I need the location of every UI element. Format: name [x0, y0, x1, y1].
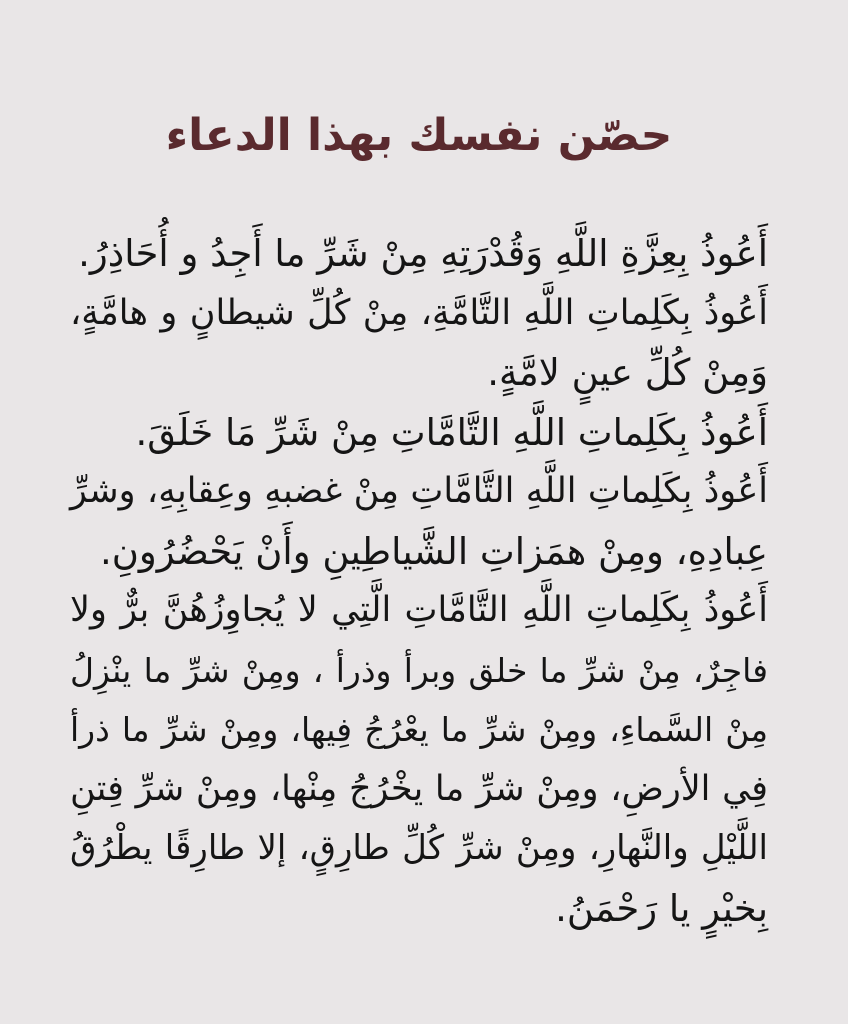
page-title: حصّن نفسك بهذا الدعاء [165, 110, 673, 161]
prayer-line: بِخيْرٍ يا رَحْمَنُ. [555, 886, 768, 930]
prayer-line: فِي الأرضِ، ومِنْ شرِّ ما يخْرُجُ مِنْها، ومِنْ شرِّ فِتنِ [70, 768, 768, 809]
prayer-line: وَمِنْ كُلِّ عينٍ لامَّةٍ. [487, 351, 768, 394]
prayer-line: أَعُوذُ بِكَلِماتِ اللَّهِ التَّامَّاتِ مِنْ غضبهِ وعِقابِهِ، وشرِّ [70, 471, 768, 511]
prayer-line: عِبادِهِ، ومِنْ همَزاتِ الشَّياطِينِ وأَنْ يَحْضُرُونِ. [100, 529, 768, 573]
prayer-line: أَعُوذُ بِعِزَّةِ اللَّهِ وَقُدْرَتِهِ مِنْ شَرِّ ما أَجِدُ و أُحَاذِرُ. [78, 232, 768, 275]
prayer-line: أَعُوذُ بِكَلِماتِ اللَّهِ التَّامَّاتِ الَّتِي لا يُجاوِزُهُنَّ برٌّ ولا [70, 590, 768, 630]
prayer-text [70, 224, 768, 938]
prayer-line: فاجِرٌ، مِنْ شرِّ ما خلق وبرأ وذرأ ، ومِنْ شرِّ ما ينْزِلُ [70, 650, 768, 690]
prayer-line: اللَّيْلِ والنَّهارِ، ومِنْ شرِّ كُلِّ طارِقٍ، إلا طارِقًا يطْرُقُ [70, 828, 768, 868]
prayer-line: أَعُوذُ بِكَلِماتِ اللَّهِ التَّامَّاتِ مِنْ شَرِّ مَا خَلَقَ. [135, 410, 768, 454]
prayer-line: مِنْ السَّماءِ، ومِنْ شرِّ ما يعْرُجُ فِيها، ومِنْ شرِّ ما ذرأ [70, 710, 768, 749]
prayer-line: أَعُوذُ بِكَلِماتِ اللَّهِ التَّامَّةِ، مِنْ كُلِّ شيطانٍ و هامَّةٍ، [70, 292, 768, 333]
